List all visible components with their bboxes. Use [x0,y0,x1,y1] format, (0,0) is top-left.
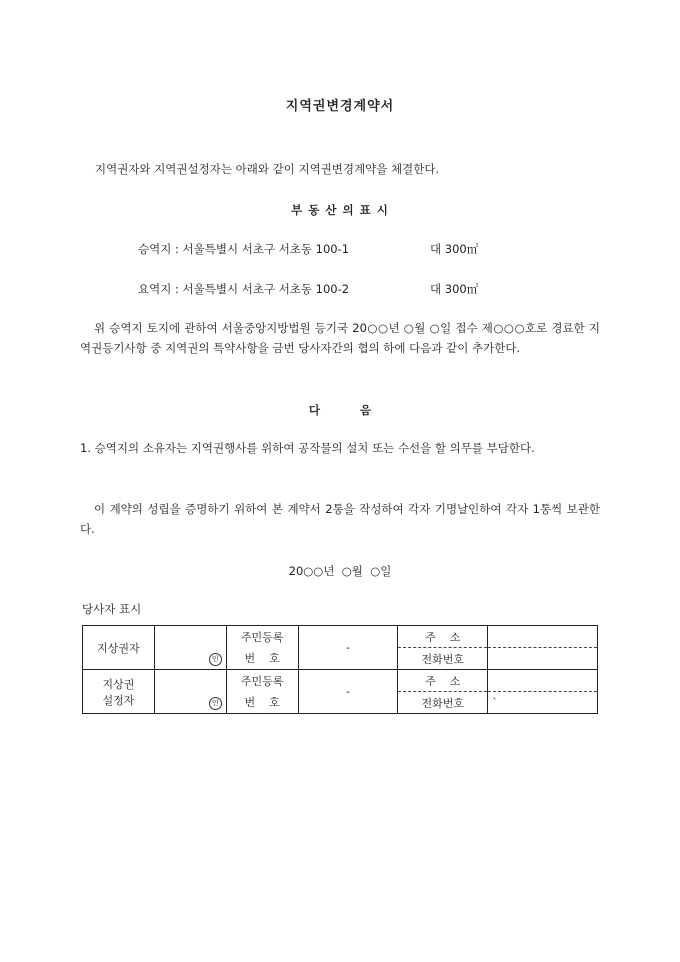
document-title: 지역권변경계약서 [285,99,395,114]
property-servient: 승역지 : 서울특별시 서초구 서초동 100-1 [138,242,350,256]
party2-phone-field[interactable]: ` [488,692,598,714]
party1-phone-label: 전화번호 [398,648,488,670]
next-heading: 다 음 [308,403,372,417]
property-servient-area: 대 300㎡ [430,242,479,256]
party1-name: 지상권자 [83,626,155,670]
clause-1: 1. 승역지의 소유자는 지역권행사를 위하여 공작물의 설치 또는 수선을 할 의무를 부담한다. [80,441,535,455]
party2-name-line1: 지상권 [102,677,135,691]
property-dominant: 요역지 : 서울특별시 서초구 서초동 100-2 [138,282,350,296]
party1-addr-label: 주 소 [398,626,488,648]
party1-reg-field[interactable]: - [298,626,398,670]
party1-addr-field[interactable] [488,626,598,648]
party2-reg-field[interactable]: - [298,670,398,714]
seal-icon: 인 [209,697,222,710]
party2-addr-field[interactable] [488,670,598,692]
party1-reg-label-2: 번 호 [226,648,298,670]
property-heading: 부 동 산 의 표 시 [291,203,389,217]
party1-reg-label: 주민등록 [226,626,298,648]
party-heading: 당사자 표시 [82,602,142,616]
intro-text: 지역권자와 지역권설정자는 아래와 같이 지역권변경계약을 체결한다. [95,162,440,176]
party1-name-field[interactable] [154,626,226,670]
closing-paragraph: 이 계약의 성립을 증명하기 위하여 본 계약서 2통을 작성하여 각자 기명날인하여 각자 1통씩 보관한다. [80,502,600,536]
party-table [82,625,598,714]
body-paragraph: 위 승역지 토지에 관하여 서울중앙지방법원 등기국 20○○년 ○월 ○일 접수 제○○○호로 경료한 지역권등기사항 중 지역권의 특약사항을 금번 당사자간의 협의 하에 다음과 같이 추가한다. [80,321,600,355]
party2-name-line2: 설정자 [102,693,135,707]
contract-date: 20○○년 ○월 ○일 [288,564,392,578]
party1-phone-field[interactable] [488,648,598,670]
party2-reg-label-2: 번 호 [226,692,298,714]
party2-phone-label: 전화번호 [398,692,488,714]
seal-icon: 인 [209,653,222,666]
party2-name-field[interactable] [154,670,226,714]
party2-reg-label: 주민등록 [226,670,298,692]
property-dominant-area: 대 300㎡ [430,282,479,296]
party2-addr-label: 주 소 [398,670,488,692]
party2-name [83,670,155,714]
